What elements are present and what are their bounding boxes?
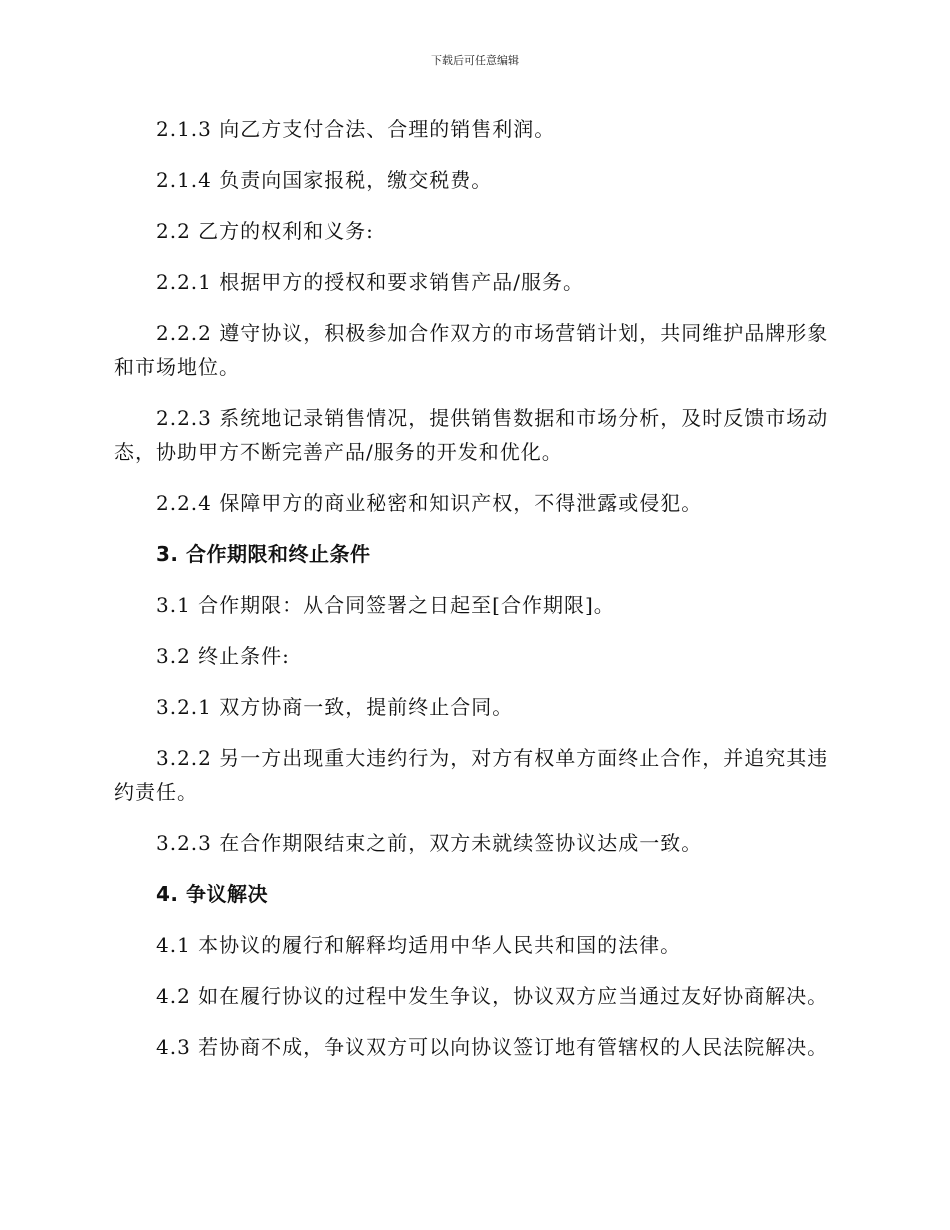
clause-2-2-2: 2.2.2 遵守协议，积极参加合作双方的市场营销计划，共同维护品牌形象和市场地位。 [114, 321, 829, 379]
clause-2-2: 2.2 乙方的权利和义务: [156, 219, 374, 243]
document-body [114, 112, 836, 1081]
clause-3-1: 3.1 合作期限：从合同签署之日起至[合作期限]。 [156, 593, 615, 617]
clause-2-1-3: 2.1.3 向乙方支付合法、合理的销售利润。 [156, 117, 556, 141]
page-header: 下载后可任意编辑 [431, 54, 519, 67]
section-heading-4: 4. 争议解决 [156, 882, 268, 906]
clause-3-2: 3.2 终止条件: [156, 644, 290, 668]
clause-2-2-1: 2.2.1 根据甲方的授权和要求销售产品/服务。 [156, 270, 584, 294]
clause-3-2-2: 3.2.2 另一方出现重大违约行为，对方有权单方面终止合作，并追究其违约责任。 [114, 746, 829, 804]
clause-2-1-4: 2.1.4 负责向国家报税，缴交税费。 [156, 168, 493, 192]
clause-2-2-3: 2.2.3 系统地记录销售情况，提供销售数据和市场分析，及时反馈市场动态，协助甲方不断完善产品/服务的开发和优化。 [114, 406, 829, 464]
clause-3-2-1: 3.2.1 双方协商一致，提前终止合同。 [156, 695, 514, 719]
clause-4-1: 4.1 本协议的履行和解释均适用中华人民共和国的法律。 [156, 933, 682, 957]
clause-4-3: 4.3 若协商不成，争议双方可以向协议签订地有管辖权的人民法院解决。 [156, 1035, 829, 1059]
clause-4-2: 4.2 如在履行协议的过程中发生争议，协议双方应当通过友好协商解决。 [156, 984, 829, 1008]
section-heading-3: 3. 合作期限和终止条件 [156, 542, 371, 566]
clause-2-2-4: 2.2.4 保障甲方的商业秘密和知识产权，不得泄露或侵犯。 [156, 491, 703, 515]
clause-3-2-3: 3.2.3 在合作期限结束之前，双方未就续签协议达成一致。 [156, 831, 703, 855]
